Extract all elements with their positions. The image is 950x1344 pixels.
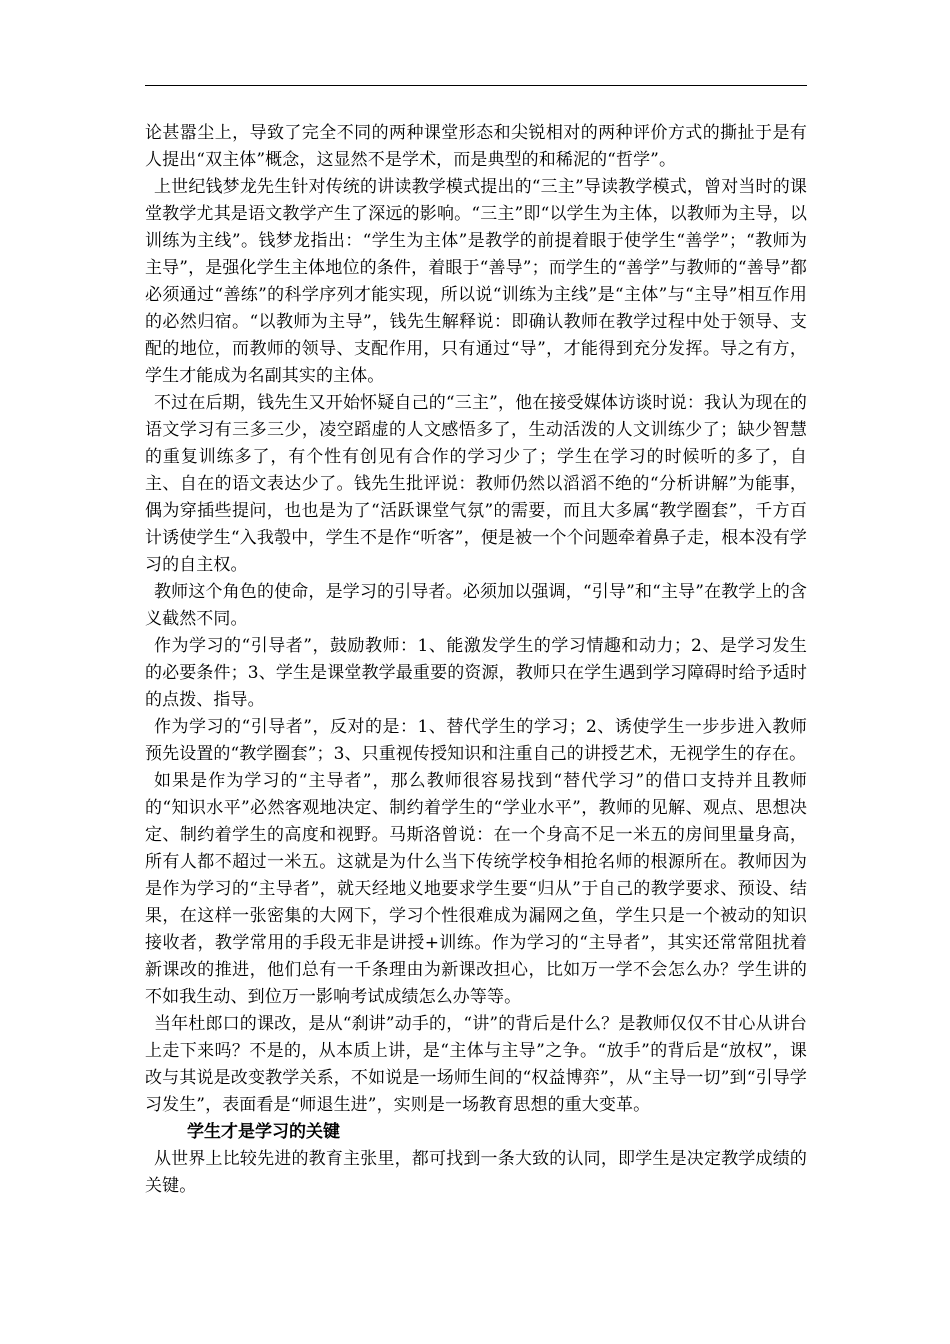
paragraph-closing: 从世界上比较先进的教育主张里，都可找到一条大致的认同，即学生是决定教学成绩的关键。: [145, 1149, 807, 1196]
paragraph-intro: 论甚嚣尘上，导致了完全不同的两种课堂形态和尖锐相对的两种评价方式的撕扯于是有人提出“双主体”概念，这显然不是学术，而是典型的和稀泥的“哲学”。: [145, 123, 807, 170]
paragraph-guide-oppose: 作为学习的“引导者”，反对的是：1、替代学生的学习；2、诱使学生一步步进入教师预先设置的“教学圈套”；3、只重视传授知识和注重自己的讲授艺术，无视学生的存在。: [145, 717, 807, 764]
header-divider: [145, 85, 807, 86]
paragraph-three-principals: 上世纪钱梦龙先生针对传统的讲读教学模式提出的“三主”导读教学模式，曾对当时的课堂教学尤其是语文教学产生了深远的影响。“三主”即“以学生为主体，以教师为主导，以训练为主线”。钱梦龙指出：“学生为主体”是教学的前提着眼于使学生“善学”；“教师为主导”，是强化学生主体地位的条件，着眼于“善导”；而学生的“善学”与教师的“善导”都必须通过“善练”的科学序列才能实现，所以说“训练为主线”是“主体”与“主导”相互作用的必然归宿。“以教师为主导”，钱先生解释说：即确认教师在教学过程中处于领导、支配的地位，而教师的领导、支配作用，只有通过“导”，才能得到充分发挥。导之有方，学生才能成为名副其实的主体。: [145, 177, 807, 386]
paragraph-guide-encourage: 作为学习的“引导者”，鼓励教师：1、能激发学生的学习情趣和动力；2、是学习发生的必要条件；3、学生是课堂教学最重要的资源，教师只在学生遇到学习障碍时给予适时的点拨、指导。: [145, 636, 807, 710]
paragraph-leader-role: 如果是作为学习的“主导者”，那么教师很容易找到“替代学习”的借口支持并且教师的“知识水平”必然客观地决定、制约着学生的“学业水平”，教师的见解、观点、思想决定、制约着学生的高度和视野。马斯洛曾说：在一个身高不足一米五的房间里量身高，所有人都不超过一米五。这就是为什么当下传统学校争相抢名师的根源所在。教师因为是作为学习的“主导者”，就天经地义地要求学生要“归从”于自己的教学要求、预设、结果，在这样一张密集的大网下，学习个性很难成为漏网之鱼，学生只是一个被动的知识接收者，教学常用的手段无非是讲授+训练。作为学习的“主导者”，其实还常常阻扰着新课改的推进，他们总有一千条理由为新课改担心，比如万一学不会怎么办？学生讲的不如我生动、到位万一影响考试成绩怎么办等等。: [145, 771, 807, 1007]
paragraph-dulangkou-reform: 当年杜郎口的课改，是从“刹讲”动手的，“讲”的背后是什么？是教师仅仅不甘心从讲台上走下来吗？不是的，从本质上讲，是“主体与主导”之争。“放手”的背后是“放权”，课改与其说是改变教学关系，不如说是一场师生间的“权益博弈”，从“主导一切”到“引导学习发生”，表面看是“师退生进”，实则是一场教育思想的重大变革。: [145, 1014, 807, 1115]
paragraph-later-doubts: 不过在后期，钱先生又开始怀疑自己的“三主”，他在接受媒体访谈时说：我认为现在的语文学习有三多三少，凌空蹈虚的人文感悟多了，生动活泼的人文训练少了；缺少智慧的重复训练多了，有个性有创见有合作的学习少了；学生在学习的时候听的多了，自主、自在的语文表达少了。钱先生批评说：教师仍然以滔滔不绝的“分析讲解”为能事，偶为穿插些提问，也也是为了“活跃课堂气氛”的需要，而且大多属“教学圈套”，千方百计诱使学生“入我彀中，学生不是作“听客”，便是被一个个问题牵着鼻子走，根本没有学习的自主权。: [145, 393, 807, 575]
document-body: [145, 120, 807, 1200]
paragraph-teacher-role: 教师这个角色的使命，是学习的引导者。必须加以强调，“引导”和“主导”在教学上的含义截然不同。: [145, 582, 807, 629]
section-heading: 学生才是学习的关键: [187, 1122, 340, 1142]
